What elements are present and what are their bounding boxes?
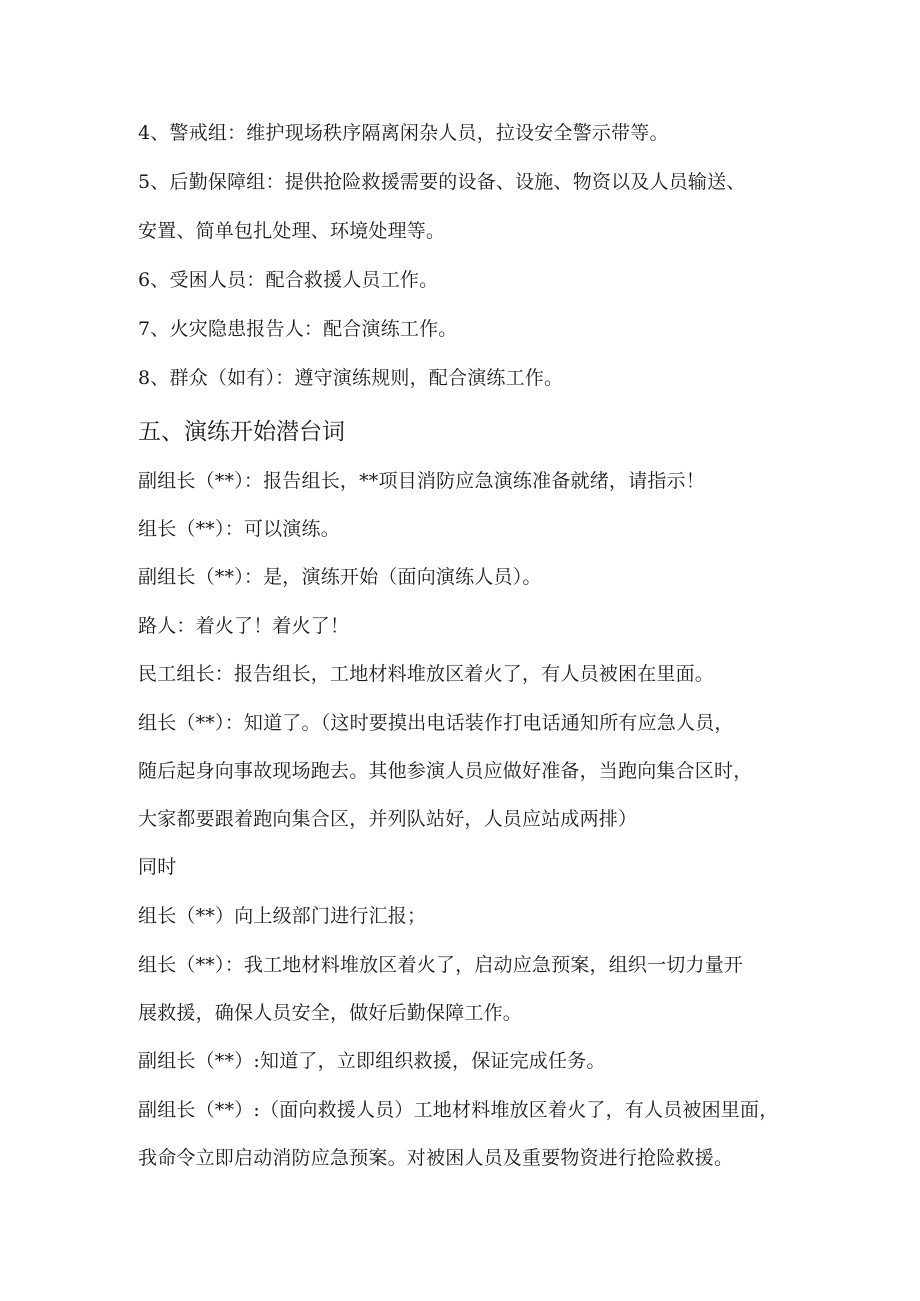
dialogue-line: 我命令立即启动消防应急预案。对被困人员及重要物资进行抢险救援。 bbox=[138, 1147, 734, 1169]
paragraph-line: 4、警戒组：维护现场秩序隔离闲杂人员，拉设安全警示带等。 bbox=[138, 122, 669, 144]
dialogue-line: 同时 bbox=[138, 856, 177, 878]
paragraph-line: 5、后勤保障组：提供抢险救援需要的设备、设施、物资以及人员输送、 bbox=[138, 171, 746, 193]
dialogue-line: 随后起身向事故现场跑去。其他参演人员应做好准备，当跑向集合区时， bbox=[138, 760, 753, 782]
paragraph-line: 8、群众（如有）：遵守演练规则，配合演练工作。 bbox=[138, 367, 564, 389]
dialogue-line: 展救援，确保人员安全，做好后勤保障工作。 bbox=[138, 1002, 523, 1024]
dialogue-line: 组长（**）向上级部门进行汇报； bbox=[138, 905, 427, 927]
dialogue-line: 副组长（**）：报告组长，**项目消防应急演练准备就绪，请指示！ bbox=[138, 470, 705, 492]
section-heading: 五、演练开始潜台词 bbox=[138, 419, 345, 445]
dialogue-line: 组长（**）：可以演练。 bbox=[138, 518, 340, 540]
dialogue-line: 组长（**）：我工地材料堆放区着火了，启动应急预案，组织一切力量开 bbox=[138, 954, 744, 976]
dialogue-line: 组长（**）：知道了。（这时要摸出电话装作打电话通知所有应急人员， bbox=[138, 712, 734, 734]
paragraph-line: 6、受困人员：配合救援人员工作。 bbox=[138, 269, 439, 291]
dialogue-line: 路人：着火了！着火了！ bbox=[138, 615, 350, 637]
dialogue-line: 副组长（**）：是，演练开始（面向演练人员）。 bbox=[138, 566, 542, 588]
dialogue-line: 副组长（**）:知道了，立即组织救援，保证完成任务。 bbox=[138, 1050, 606, 1072]
dialogue-line: 民工组长：报告组长，工地材料堆放区着火了，有人员被困在里面。 bbox=[138, 663, 715, 685]
paragraph-line: 7、火灾隐患报告人：配合演练工作。 bbox=[138, 318, 458, 340]
dialogue-line: 副组长（**）:（面向救援人员）工地材料堆放区着火了，有人员被困里面， bbox=[138, 1099, 779, 1121]
dialogue-line: 大家都要跟着跑向集合区，并列队站好，人员应站成两排） bbox=[138, 808, 638, 830]
paragraph-line: 安置、简单包扎处理、环境处理等。 bbox=[138, 220, 446, 242]
